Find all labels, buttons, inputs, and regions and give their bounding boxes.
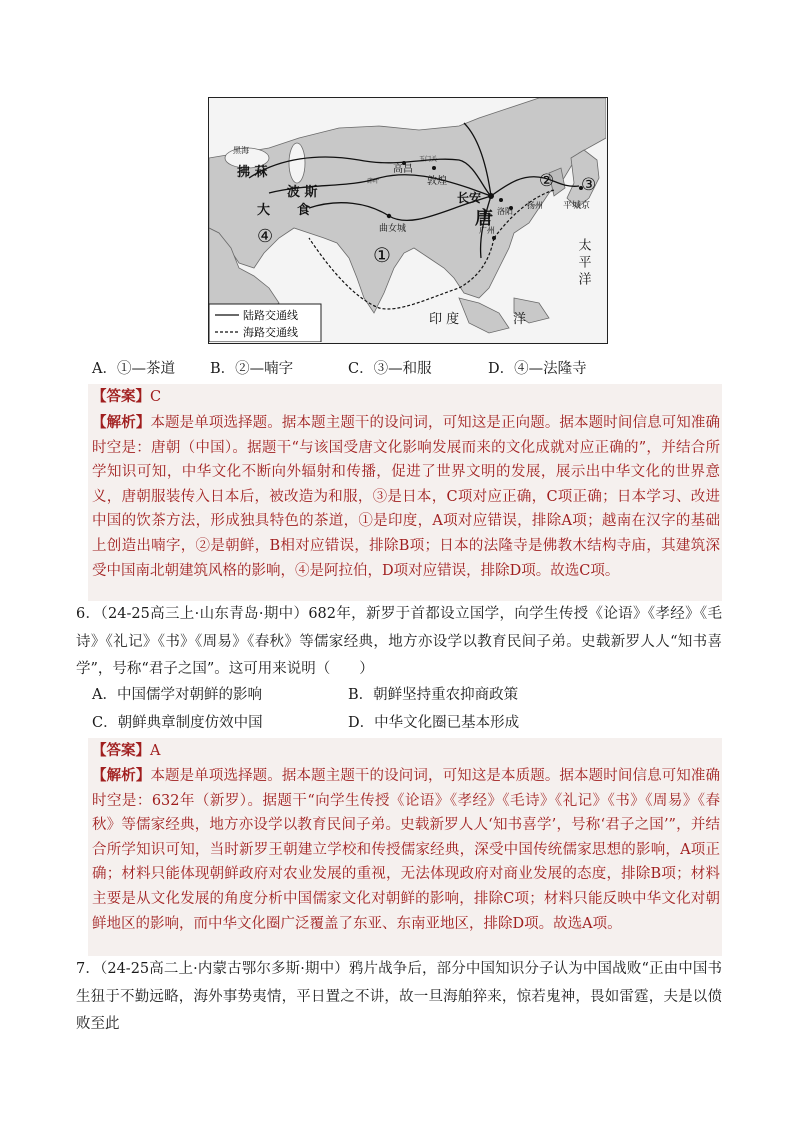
label-bosi: 波 斯 (287, 185, 318, 200)
label-suiye: 碎叶 (367, 178, 380, 185)
q6-analysis (92, 764, 720, 936)
analysis-text: 本题是单项选择题。据本题主题干的设问词，可知这是本质题。据本题时间信息可知准确时空是：632年（新罗）。据题干“向学生传授《论语》《孝经》《毛诗》《礼记》《书》《周易》《春秋》等儒家经典，地方亦设学以教育民间子弟。史载新罗人人‘知书喜学’，号称‘君子之国’”，并结合所学知识可知，当时新罗王朝建立学校和传授儒家经典，深受中国传统儒家思想的影响，A项正确；材料只能体现朝鲜政府对农业发展的重视，无法体现政府对商业发展的态度，排除B项；材料主要是从文化发展的角度分析中国儒家文化对朝鲜的影响，排除C项；材料只能反映中华文化对朝鲜地区的影响，而中华文化圈广泛覆盖了东亚、东南亚地区，排除D项。故选A项。 (92, 768, 721, 932)
q5-analysis (92, 411, 720, 583)
q6-option-d[interactable]: D．中华文化圈已基本形成 (348, 715, 520, 731)
answer-tag: 【答案】 (92, 388, 150, 405)
tang-trade-route-map (208, 97, 608, 344)
q5-options (92, 358, 652, 380)
q6-option-c[interactable]: C．朝鲜典章制度仿效中国 (92, 715, 263, 731)
marker-1: ① (373, 243, 391, 267)
label-luoyang: 洛阳 (497, 207, 513, 216)
label-dunhuang: 敦煌 (427, 176, 447, 187)
q6-text: （24-25高三上·山东青岛·期中）682年，新罗于首都设立国学，向学生传授《论语》《孝经》《毛诗》《礼记》《书》《周易》《春秋》等儒家经典，地方亦设学以教育民间子弟。史载新罗人人“知书喜学”，号称“君子之国”。这可用来说明（ ） (76, 606, 722, 677)
label-fulin: 拂 菻 (237, 165, 268, 180)
answer-tag: 【答案】 (92, 742, 150, 759)
answer-value: C (150, 389, 162, 405)
q5-option-b[interactable]: B．②—喃字 (210, 361, 294, 377)
label-yindu: 印 度 (429, 312, 460, 327)
q5-option-c[interactable]: C．③—和服 (348, 361, 432, 377)
marker-2: ② (539, 171, 555, 191)
label-quvucheng: 曲女城 (379, 224, 407, 234)
analysis-text: 本题是单项选择题。据本题主题干的设问词，可知这是正向题。据本题时间信息可知准确时空是：唐朝（中国）。据题干“与该国受唐文化影响发展而来的文化成就对应正确的”，并结合所学知识可知，中华文化不断向外辐射和传播，促进了世界文明的发展，展示出中华文化的世界意义，唐朝服装传入日本后，被改造为和服，③是日本，C项对应正确，C项正确；日本学习、改进中国的饮茶方法，形成独具特色的茶道，①是印度，A项对应错误，排除A项；越南在汉字的基础上创造出喃字，②是朝鲜，B相对应错误，排除B项；日本的法隆寺是佛教木结构寺庙，其建筑深受中国南北朝建筑风格的影响，④是阿拉伯，D项对应错误，排除D项。故选C项。 (92, 415, 721, 579)
label-yumenguan: 玉门关 (419, 156, 438, 163)
label-taipingyang: 太 平 洋 (575, 238, 591, 286)
q6-options-row2 (92, 712, 652, 734)
map-graphic (209, 98, 606, 342)
q6-options-row1 (92, 684, 652, 706)
label-pingcheng: 平城京 (563, 201, 591, 211)
answer-value: A (150, 743, 161, 759)
q6-number: 6． (76, 606, 101, 622)
label-heihai: 黑海 (233, 146, 249, 155)
q6-option-b[interactable]: B．朝鲜坚持重农抑商政策 (348, 687, 519, 703)
q7-text: （24-25高二上·内蒙古鄂尔多斯·期中）鸦片战争后，部分中国知识分子认为中国战败“正由中国书生狃于不勤远略，海外事势夷情，平日置之不讲，故一旦海舶猝来，惊若鬼神，畏如雷霆，夫是以偾败至此 (76, 961, 722, 1032)
analysis-tag: 【解析】 (92, 414, 151, 431)
q5-option-a[interactable]: A．①—茶道 (92, 361, 175, 377)
label-guangzhou: 广州 (479, 226, 495, 235)
legend-land: 陆路交通线 (243, 309, 298, 322)
label-yangzhou: 扬州 (527, 201, 543, 210)
q6-stem (76, 601, 722, 684)
q5-option-d[interactable]: D．④—法隆寺 (488, 361, 587, 377)
label-changan: 长安 (457, 191, 482, 205)
label-tang: 唐 (475, 208, 493, 229)
q7-stem (76, 956, 722, 1039)
legend-sea: 海路交通线 (243, 326, 298, 339)
q6-option-a[interactable]: A．中国儒学对朝鲜的影响 (92, 687, 262, 703)
analysis-tag: 【解析】 (92, 767, 151, 784)
q6-answer (92, 740, 160, 762)
label-da: 大 (257, 203, 271, 218)
marker-4: ④ (257, 226, 274, 247)
marker-3: ③ (581, 175, 597, 195)
q7-number: 7． (76, 961, 100, 977)
q5-answer (92, 386, 161, 408)
label-gaochang: 高昌 (393, 164, 413, 175)
label-shi: 食 (297, 203, 311, 218)
label-yang: 洋 (513, 312, 527, 327)
